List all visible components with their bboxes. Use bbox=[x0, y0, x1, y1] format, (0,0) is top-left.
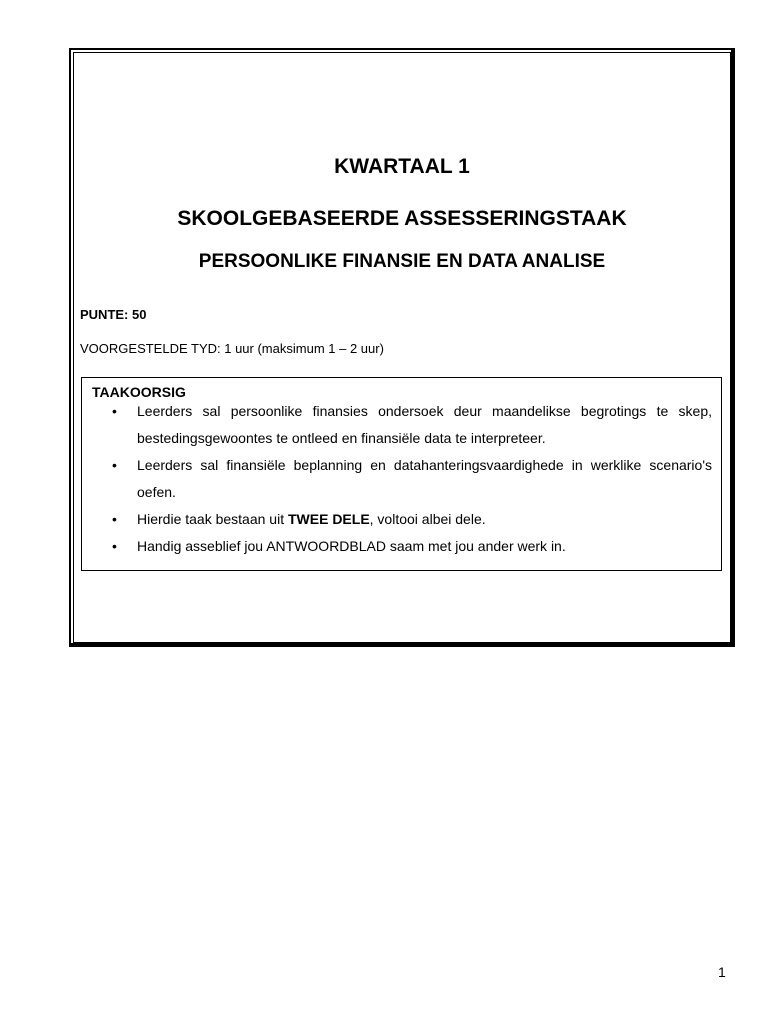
task-overview-box bbox=[81, 377, 722, 571]
list-item bbox=[112, 533, 712, 560]
list-item-text: Handig asseblief jou ANTWOORDBLAD saam met jou ander werk in. bbox=[137, 538, 566, 554]
list-item-emphasis: TWEE DELE bbox=[287, 511, 370, 527]
list-item-text-start: Hierdie taak bestaan uit bbox=[137, 511, 288, 527]
suggested-time-label: VOORGESTELDE TYD: 1 uur (maksimum 1 – 2 uur) bbox=[80, 341, 384, 356]
bullet-icon: • bbox=[112, 403, 117, 419]
list-item bbox=[112, 506, 712, 533]
bullet-icon: • bbox=[112, 538, 117, 554]
list-item-text: Leerders sal finansiële beplanning en datahanteringsvaardighede in werklike scenario's oefen. bbox=[137, 457, 712, 500]
subject-title: PERSOONLIKE FINANSIE EN DATA ANALISE bbox=[198, 251, 606, 272]
list-item bbox=[112, 452, 712, 506]
list-item-text bbox=[137, 511, 486, 527]
bullet-icon: • bbox=[112, 457, 117, 473]
marks-label: PUNTE: 50 bbox=[80, 307, 147, 322]
task-overview-title: TAAKOORSIG bbox=[92, 384, 186, 400]
quarter-title: KWARTAAL 1 bbox=[334, 155, 470, 178]
bullet-icon: • bbox=[112, 511, 117, 527]
list-item-text: Leerders sal persoonlike finansies ondersoek deur maandelikse begrotings te skep, bestedingsgewoontes te ontleed en finansiële data te interpreteer. bbox=[137, 403, 712, 446]
page-number: 1 bbox=[718, 964, 726, 980]
list-item-text-end: , voltooi albei dele. bbox=[369, 511, 486, 527]
list-item bbox=[112, 398, 712, 452]
task-overview-list bbox=[112, 398, 712, 560]
task-type-title: SKOOLGEBASEERDE ASSESSERINGSTAAK bbox=[177, 207, 627, 230]
